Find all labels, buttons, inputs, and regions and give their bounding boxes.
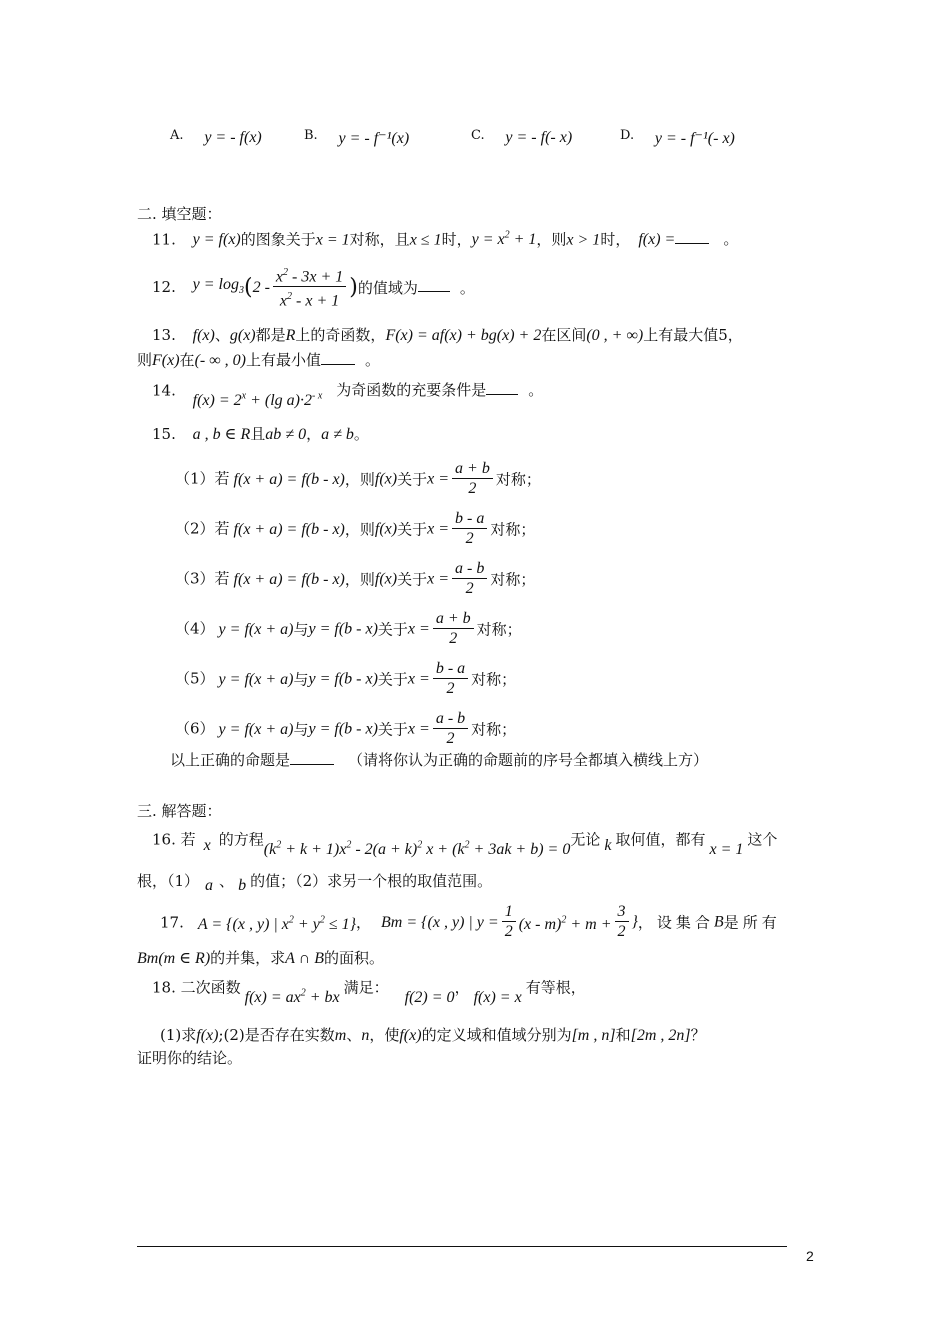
item-index: （3）若: [175, 569, 230, 588]
section-title-solve: 三. 解答题：: [137, 802, 222, 820]
frac-den: 2: [504, 923, 513, 940]
q11-end: 。: [723, 230, 739, 249]
frac-num: 3: [615, 903, 629, 922]
answer-blank: [486, 380, 518, 395]
frac-num: a + b: [452, 460, 493, 479]
question-15: 15. a , b ∈ R且ab ≠ 0，a ≠ b。: [152, 425, 369, 443]
option-expr: y = - f⁻¹(- x): [654, 130, 735, 147]
frac-den: 2: [617, 923, 626, 940]
question-number: 18. 二次函数: [152, 978, 241, 997]
item-text: ，则: [344, 520, 375, 539]
option-expr: y = - f⁻¹(x): [338, 130, 410, 147]
question-number: 14.: [152, 381, 176, 400]
q15-text: 且: [250, 425, 266, 443]
item-index: （4）: [175, 619, 215, 638]
q15-text: 以上正确的命题是: [170, 751, 291, 769]
question-16-line2: 根，（1） a 、 b 的值；（2）求另一个根的取值范围。: [137, 872, 493, 894]
option-expr: y = - f(- x): [505, 129, 573, 146]
question-number: 15.: [152, 425, 176, 443]
frac-den: 2: [468, 480, 477, 497]
option-label: B.: [304, 128, 318, 143]
item-text: 关于: [397, 520, 428, 539]
frac-num: b - a: [433, 660, 468, 679]
q13-text: ，: [727, 326, 743, 344]
q13-text: 上的奇函数，: [295, 326, 386, 344]
frac-num: a + b: [433, 610, 474, 629]
q15-item-6: （6） y = f(x + a)与y = f(b - x)关于x = $\frac{a - b}{2}$ 对称；: [175, 710, 517, 747]
q18-text: 满足：: [343, 978, 389, 997]
question-11: 11. y = f(x)的图象关于x = 1对称，且x ≤ 1时，$y = x^2 + 1$，则x > 1时， f(x) = 。: [152, 230, 739, 249]
item-text: 对称；: [471, 720, 517, 739]
q15-text: ，: [306, 425, 322, 443]
item-text: 对称；: [495, 470, 541, 489]
q17-text: 是所有: [723, 913, 781, 932]
q14-text: 为奇函数的充要条件是: [336, 381, 487, 400]
option-label: A.: [170, 128, 184, 143]
question-16: 16. 若 x 的方程$(k^2 + k + 1)x^2 - 2(a + k)^2$ $x + (k^2 + 3ak + b) = 0$无论 k 取何值，都有x = 1这个: [152, 830, 778, 859]
q11-text: 时，: [600, 230, 631, 249]
q16-text: 根，（1）: [137, 872, 200, 890]
q13-end: 。: [364, 351, 380, 369]
q13-text: 在: [179, 351, 195, 369]
question-number: 12.: [152, 277, 176, 296]
item-text: 与: [293, 720, 309, 739]
q18-text: ;(2)是否存在实数: [218, 1026, 335, 1044]
q11-text: 时，: [441, 230, 472, 249]
question-12: 12. $y = \log_3(2$ - $\frac{x^2 - 3x + 1}{x^2 - x + 1}$ )的值域为 。: [152, 264, 475, 312]
item-text: 对称；: [476, 620, 522, 639]
frac-num: 1: [502, 903, 516, 922]
item-text: 关于: [377, 620, 408, 639]
item-text: 关于: [397, 470, 428, 489]
q17-text: 的面积。: [323, 949, 384, 967]
q15-item-1: （1）若 f(x + a) = f(b - x)，则f(x)关于x = $\frac{a + b}{2}$ 对称；: [175, 460, 541, 497]
frac-den: 2: [449, 630, 458, 647]
item-index: （1）若: [175, 469, 230, 488]
item-text: 对称；: [490, 520, 536, 539]
question-17-line2: Bm(m ∈ R)的并集，求A ∩ B的面积。: [137, 949, 384, 967]
q12-text: 的值域为: [357, 278, 418, 297]
item-text: 关于: [377, 720, 408, 739]
q15-note: （请将你认为正确的命题前的序号全都填入横线上方）: [348, 751, 709, 769]
q16-text: 无论: [570, 830, 601, 849]
item-text: 关于: [377, 670, 408, 689]
frac-den: 2: [465, 580, 474, 597]
q16-text: 这个: [747, 830, 778, 849]
q18-text: (1)求: [160, 1026, 197, 1044]
question-13-line2: 则F(x)在(- ∞ , 0)上有最小值 。: [137, 351, 380, 369]
q13-text: 上有最大值: [643, 326, 719, 344]
q17-text: 的并集，求: [210, 949, 286, 967]
frac-num: a - b: [452, 560, 487, 579]
frac-num: a - b: [433, 710, 468, 729]
q16-text: 的方程: [218, 830, 264, 849]
q13-text: 在区间: [541, 326, 587, 344]
q18-text: 的定义域和值域分别为: [421, 1026, 572, 1044]
q18-text: 有等根，: [525, 978, 586, 997]
q18-text: 和: [615, 1026, 631, 1044]
question-number: 11.: [152, 230, 176, 249]
item-text: 对称；: [490, 570, 536, 589]
frac-den: 2: [465, 530, 474, 547]
frac-den: 2: [446, 680, 455, 697]
q13-text: 、: [214, 326, 230, 344]
q13-text: 都是: [255, 326, 286, 344]
item-text: ，则: [344, 470, 375, 489]
page-number: 2: [806, 1248, 814, 1264]
item-text: 与: [293, 670, 309, 689]
q11-text: 对称，且: [349, 230, 410, 249]
q15-item-4: （4） y = f(x + a)与y = f(b - x)关于x = $\frac{a + b}{2}$ 对称；: [175, 610, 522, 647]
q15-conclusion: [170, 750, 708, 770]
q16-text: 的值；（2）求另一个根的取值范围。: [250, 872, 493, 890]
item-text: 与: [293, 620, 309, 639]
q15-item-2: （2）若 f(x + a) = f(b - x)，则f(x)关于x = $\frac{b - a}{2}$ 对称；: [175, 510, 536, 547]
q13-text: 上有最小值: [245, 351, 321, 369]
option-c: [471, 128, 572, 147]
q16-text: 、: [219, 872, 235, 890]
item-text: 关于: [397, 570, 428, 589]
section-title-fill: 二. 填空题：: [137, 205, 222, 223]
q11-text: 的图象关于: [240, 230, 316, 249]
q12-end: 。: [459, 278, 475, 297]
option-label: C.: [471, 128, 485, 143]
q11-text: ，则: [536, 230, 567, 249]
q15-end: 。: [353, 425, 369, 443]
answer-blank: [321, 350, 355, 365]
item-text: 对称；: [471, 670, 517, 689]
answer-blank: [418, 277, 450, 292]
frac-den: 2: [446, 730, 455, 747]
q14-end: 。: [528, 381, 544, 400]
option-d: [620, 128, 735, 148]
option-label: D.: [620, 128, 635, 143]
q18-text: ，使: [369, 1026, 400, 1044]
q16-text: 取何值，都有: [615, 830, 706, 849]
q13-text: 则: [137, 351, 153, 369]
question-13: 13. f(x)、g(x)都是R上的奇函数，F(x) = af(x) + bg(x) + 2在区间(0 , + ∞)上有最大值5，: [152, 326, 743, 344]
option-b: [304, 128, 409, 148]
answer-blank: [675, 229, 709, 244]
q15-item-5: （5） y = f(x + a)与y = f(b - x)关于x = $\frac{b - a}{2}$ 对称；: [175, 660, 517, 697]
question-18-line2: (1)求f(x);(2)是否存在实数m、n，使f(x)的定义域和值域分别为[m , n]和[2m , 2n]？: [160, 1026, 706, 1044]
question-number: 17.: [160, 913, 184, 932]
question-18: 18. 二次函数$f(x) = ax^2$ + bx满足：f(2) = 0，f(x) = x有等根，: [152, 978, 586, 1007]
q18-text: ，: [454, 978, 470, 997]
q15-item-3: （3）若 f(x + a) = f(b - x)，则f(x)关于x = $\frac{a - b}{2}$ 对称；: [175, 560, 536, 597]
question-number: 13.: [152, 326, 176, 344]
question-number: 16. 若: [152, 830, 196, 849]
q17-text: ，: [356, 913, 372, 932]
item-index: （6）: [175, 719, 215, 738]
item-index: （2）若: [175, 519, 230, 538]
question-17: 17. A = {(x , y) | $x^2 + y^2 \le 1$}， Bm = {(x , y) | y = $\frac{1}{2}$ (x - m)$^2$ + m + $\frac{3}{2}$ }，设集合B是所有: [160, 903, 781, 940]
q17-text: ，设集合: [637, 913, 714, 932]
q18-text: ？: [690, 1026, 706, 1044]
footer-rule: [137, 1246, 787, 1247]
option-a: [170, 128, 262, 147]
answer-blank: [290, 750, 334, 765]
item-index: （5）: [175, 669, 215, 688]
item-text: ，则: [344, 570, 375, 589]
frac-num: b - a: [452, 510, 487, 529]
question-18-line3: 证明你的结论。: [137, 1049, 243, 1067]
option-expr: y = - f(x): [204, 129, 262, 146]
q18-text: 、: [346, 1026, 362, 1044]
question-14: 14. $f(x) = 2^x + (\lg$ $a)\cdot 2^{- x}$ 为奇函数的充要条件是 。: [152, 381, 544, 410]
q13-max: 5: [718, 326, 728, 344]
